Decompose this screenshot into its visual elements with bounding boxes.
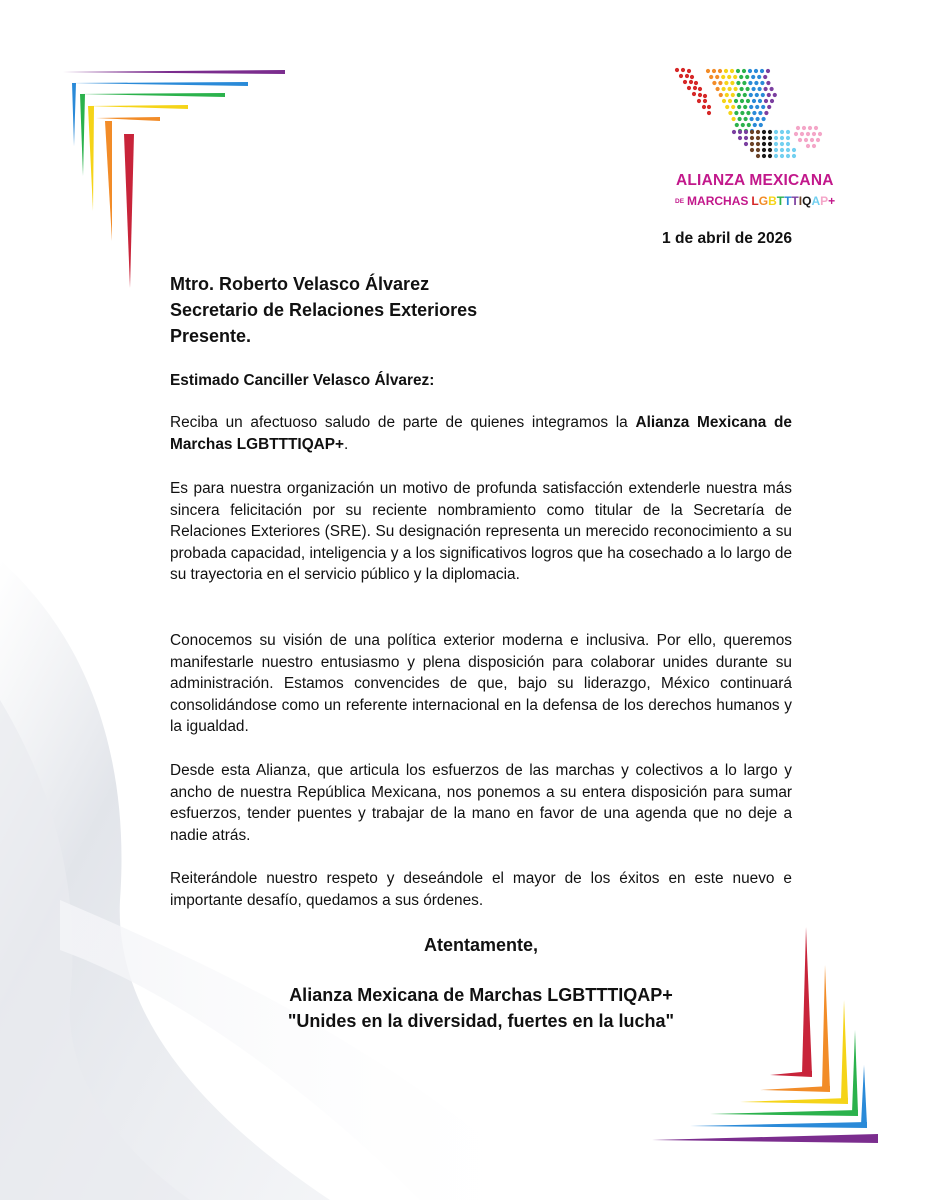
map-dot [756,130,760,134]
map-dot [744,130,748,134]
map-dot [753,123,757,127]
map-dot [774,130,778,134]
map-dot [768,154,772,158]
map-dot [774,142,778,146]
map-dot [702,105,706,109]
map-dot [732,117,736,121]
map-dot [706,69,710,73]
map-dot [794,132,798,136]
map-dot [719,93,723,97]
map-dot [752,111,756,115]
map-dot [752,87,756,91]
logo-rainbow-letter: Q [802,194,812,208]
map-dot [808,126,812,130]
paragraph-1 [170,412,792,455]
map-dot [732,130,736,134]
map-dot [728,111,732,115]
map-dot [764,99,768,103]
map-dot [773,93,777,97]
map-dot [756,142,760,146]
logo-rainbow-letter: G [758,194,769,208]
map-dot [707,111,711,115]
map-dot [731,93,735,97]
map-dot [740,111,744,115]
map-dot [685,74,689,78]
map-dot [760,81,764,85]
map-dot [755,105,759,109]
map-dot [744,142,748,146]
map-dot [739,75,743,79]
map-dot [780,148,784,152]
logo-rainbow-letter: P [820,194,829,208]
map-dot [679,74,683,78]
map-dot [740,87,744,91]
map-dot [746,87,750,91]
map-dot [740,99,744,103]
map-dot [762,130,766,134]
map-dot [690,75,694,79]
map-dot [698,87,702,91]
map-dot [796,126,800,130]
map-dot [760,69,764,73]
map-dot [687,86,691,90]
logo-rainbow-letter: I [798,194,803,208]
map-dot [743,105,747,109]
map-dot [734,111,738,115]
map-dot [759,123,763,127]
map-dot [751,75,755,79]
map-dot [756,148,760,152]
map-dot [738,117,742,121]
map-dot [798,138,802,142]
map-dot [734,99,738,103]
map-dot [709,75,713,79]
map-dot [703,94,707,98]
map-dot [681,68,685,72]
logo-rainbow-letter: T [784,194,792,208]
map-dot [763,75,767,79]
map-dot [780,154,784,158]
map-dot [780,142,784,146]
map-dot [786,148,790,152]
logo-rainbow-letter: T [791,194,799,208]
map-dot [736,69,740,73]
map-dot [746,111,750,115]
map-dot [734,87,738,91]
map-dot [770,87,774,91]
map-dot [707,105,711,109]
logo-rainbow-letter: T [776,194,785,208]
rainbow-corner-bottom-right-graphic [650,925,880,1150]
map-dot [770,99,774,103]
map-dot [738,136,742,140]
map-dot [747,123,751,127]
map-dot [743,93,747,97]
map-dot [792,154,796,158]
paragraph-1-text: Reciba un afectuoso saludo de parte de quienes integramos la [170,414,636,431]
map-dot [767,105,771,109]
logo-subtitle [675,192,840,210]
map-dot [703,99,707,103]
map-dot [812,132,816,136]
map-dot [742,81,746,85]
map-dot [749,93,753,97]
map-dot [810,138,814,142]
logo-rainbow-letter: L [751,194,759,208]
map-dot [767,93,771,97]
map-dot [754,81,758,85]
map-dot [762,117,766,121]
map-dot [802,126,806,130]
map-dot [750,117,754,121]
map-dot [687,69,691,73]
map-dot [768,130,772,134]
map-dot [818,132,822,136]
map-dot [725,105,729,109]
map-dot [786,142,790,146]
map-dot [718,81,722,85]
map-dot [730,81,734,85]
map-dot [774,154,778,158]
map-dot [752,99,756,103]
paragraph-5: Reiterándole nuestro respeto y deseándole el mayor de los éxitos en este nuevo e importante desafío, quedamos a sus órdenes. [170,870,792,909]
map-dot [730,69,734,73]
alianza-logo [668,66,838,216]
map-dot [756,136,760,140]
map-dot [762,136,766,140]
map-dot [731,105,735,109]
map-dot [812,144,816,148]
map-dot [750,142,754,146]
letter-date: 1 de abril de 2026 [661,230,792,247]
map-dot [761,93,765,97]
signature-motto: "Unides en la diversidad, fuertes en la lucha" [287,1011,675,1031]
map-dot [692,92,696,96]
paragraph-4: Desde esta Alianza, que articula los esfuerzos de las marchas y colectivos a lo largo y ancho de nuestra República Mexicana, nos ponemos a su entera disposición para sumar esfuerzos, tender puentes y trabajar de la mano en favor de una agenda que no deje a nadie atrás. [170,762,792,844]
logo-subtitle-word: MARCHAS [687,194,749,208]
map-dot [742,69,746,73]
map-dot [722,99,726,103]
mexico-dot-map-icon [668,66,833,168]
map-dot [774,148,778,152]
map-dot [737,105,741,109]
map-dot [750,136,754,140]
map-dot [750,148,754,152]
map-dot [804,138,808,142]
map-dot [689,80,693,84]
map-dot [744,117,748,121]
map-dot [762,154,766,158]
map-dot [724,69,728,73]
paragraph-1-end: . [344,435,349,453]
map-dot [727,75,731,79]
paragraph-3: Conocemos su visión de una política exterior moderna e inclusiva. Por ello, queremos manifestarle nuestro entusiasmo y plena disposición para colaborar unides durante su administración. Estamos convencides de que, bajo su liderazgo, México continuará consolidándose como un referente internacional en la defensa de los derechos humanos y la igualdad. [170,632,792,735]
map-dot [806,144,810,148]
map-dot [758,87,762,91]
map-dot [764,111,768,115]
map-dot [728,87,732,91]
map-dot [756,154,760,158]
map-dot [755,93,759,97]
map-dot [693,86,697,90]
map-dot [745,75,749,79]
map-dot [764,87,768,91]
map-dot [780,130,784,134]
addressee-title: Secretario de Relaciones Exteriores [170,300,478,320]
map-dot [748,81,752,85]
map-dot [792,148,796,152]
map-dot [768,142,772,146]
map-dot [733,75,737,79]
map-dot [758,111,762,115]
map-dot [675,68,679,72]
map-dot [758,99,762,103]
paragraph-2: Es para nuestra organización un motivo de profunda satisfacción extenderle nuestra más sincera felicitación por su reciente nombramiento como titular de la Secretaría de Relaciones Exteriores (SRE). Su designación representa un merecido reconocimiento a su probada capacidad, inteligencia y a los significativos logros que ha cosechado a lo largo de su trayectoria en el servicio público y la diplomacia. [170,480,793,583]
map-dot [786,154,790,158]
map-dot [712,69,716,73]
logo-rainbow-letter: A [811,194,821,208]
map-dot [800,132,804,136]
logo-subtitle-rainbow-text [751,194,835,208]
map-dot [806,132,810,136]
map-dot [724,81,728,85]
logo-subtitle-prefix: DE [675,198,685,205]
map-dot [768,148,772,152]
map-dot [744,136,748,140]
map-dot [761,105,765,109]
map-dot [725,93,729,97]
map-dot [766,69,770,73]
addressee-presente: Presente. [170,326,252,346]
map-dot [736,81,740,85]
paragraph-1-bold-org: Alianza Mexicana de Marchas LGBTTTIQAP+ [170,414,792,453]
map-dot [697,99,701,103]
map-dot [712,81,716,85]
map-dot [737,93,741,97]
logo-title: ALIANZA MEXICANA [676,172,834,189]
map-dot [721,75,725,79]
map-dot [814,126,818,130]
map-dot [683,80,687,84]
map-dot [786,136,790,140]
map-dot [754,69,758,73]
logo-rainbow-letter: + [828,194,836,208]
map-dot [698,93,702,97]
map-dot [718,69,722,73]
map-dot [786,130,790,134]
rainbow-corner-top-left-graphic [60,66,290,296]
map-dot [780,136,784,140]
closing: Atentamente, [423,935,539,955]
map-dot [746,99,750,103]
map-dot [816,138,820,142]
map-dot [735,123,739,127]
map-dot [716,87,720,91]
map-dot [722,87,726,91]
map-dot [750,130,754,134]
map-dot [741,123,745,127]
map-dot [762,142,766,146]
map-dot [766,81,770,85]
map-dot [756,117,760,121]
map-dot [715,75,719,79]
addressee-name: Mtro. Roberto Velasco Álvarez [170,274,430,294]
map-dot [694,81,698,85]
map-dot [774,136,778,140]
map-dot [749,105,753,109]
logo-rainbow-letter: B [768,194,777,208]
map-dot [757,75,761,79]
map-dot [762,148,766,152]
map-dot [728,99,732,103]
map-dot [738,130,742,134]
signature-org: Alianza Mexicana de Marchas LGBTTTIQAP+ [289,985,673,1005]
map-dot [748,69,752,73]
addressee-block [170,271,477,349]
map-dot [768,136,772,140]
greeting: Estimado Canciller Velasco Álvarez: [170,372,435,389]
